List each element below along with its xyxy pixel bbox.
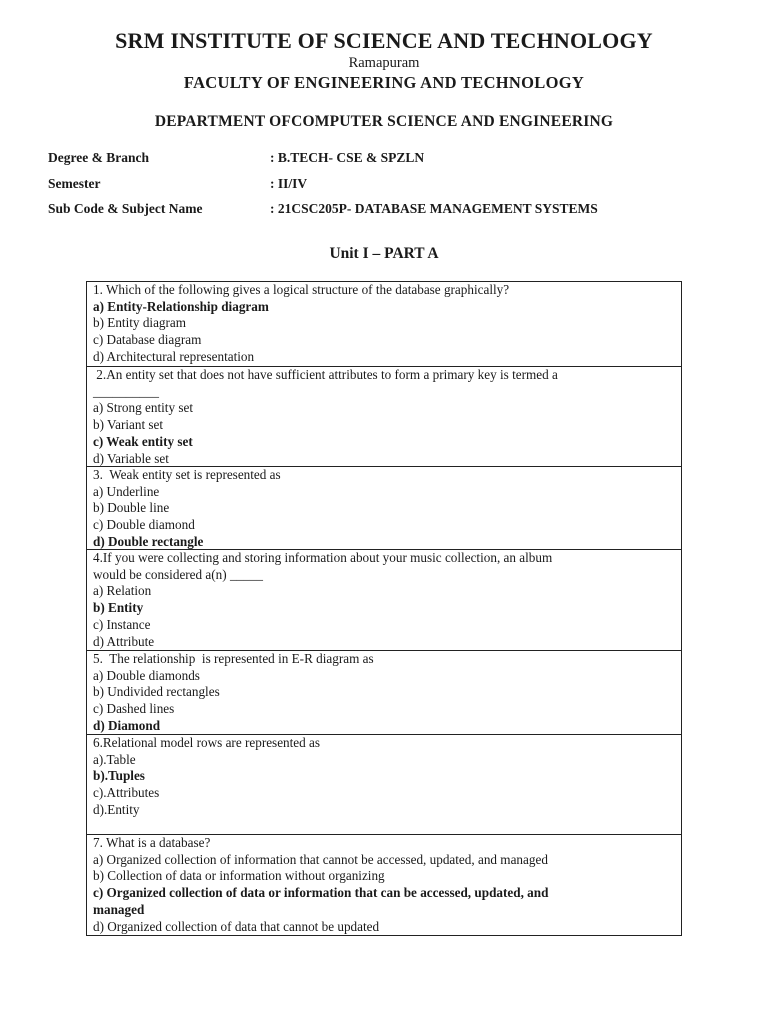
question-text: 5. The relationship is represented in E-R diagram as <box>93 651 374 666</box>
question-text: 3. Weak entity set is represented as <box>93 467 281 482</box>
question-text: 1. Which of the following gives a logical structure of the database graphically? <box>93 282 510 297</box>
question-line: d) Architectural representation <box>93 348 255 364</box>
meta-label: Sub Code & Subject Name <box>48 201 203 216</box>
meta-value: : II/IV <box>270 176 308 191</box>
question-cell <box>87 650 681 734</box>
unit-title: Unit I – PART A <box>329 245 439 262</box>
question-line: managed <box>93 901 145 917</box>
questions-table <box>86 281 682 936</box>
question-line: __________ <box>93 383 159 399</box>
faculty-title: FACULTY OF ENGINEERING AND TECHNOLOGY <box>183 73 585 92</box>
question-line: b) Collection of data or information without organizing <box>93 868 385 884</box>
question-line: d) Organized collection of data that cannot be updated <box>93 918 380 934</box>
question-line: d) Diamond <box>93 717 161 733</box>
question-line: would be considered a(n) _____ <box>93 566 263 582</box>
question-line: c) Instance <box>93 616 151 632</box>
meta-value: : 21CSC205P- DATABASE MANAGEMENT SYSTEMS <box>270 201 598 216</box>
question-line: a).Table <box>93 751 136 767</box>
question-line: b) Variant set <box>93 417 164 433</box>
question-cell <box>87 834 681 935</box>
campus-name: Ramapuram <box>348 55 420 71</box>
meta-label: Semester <box>48 176 101 191</box>
question-line: a) Organized collection of information that cannot be accessed, updated, and managed <box>93 851 548 867</box>
institute-title: SRM INSTITUTE OF SCIENCE AND TECHNOLOGY <box>115 28 653 53</box>
question-line: c) Dashed lines <box>93 701 175 717</box>
question-cell <box>87 366 681 466</box>
question-text: 4.If you were collecting and storing information about your music collection, an album <box>93 550 553 565</box>
question-text: 7. What is a database? <box>93 835 211 850</box>
question-text: 2.An entity set that does not have sufficient attributes to form a primary key is termed a <box>93 367 558 382</box>
meta-value: : B.TECH- CSE & SPZLN <box>270 150 425 165</box>
question-line: a) Double diamonds <box>93 667 200 683</box>
question-line: d) Variable set <box>93 450 169 466</box>
question-text: 6.Relational model rows are represented as <box>93 735 321 750</box>
question-line: c) Organized collection of data or information that can be accessed, updated, and <box>93 885 549 901</box>
question-line: d).Entity <box>93 801 140 817</box>
question-line: b) Double line <box>93 500 170 516</box>
question-line: d) Attribute <box>93 633 155 649</box>
meta-label: Degree & Branch <box>48 150 149 165</box>
question-line: a) Relation <box>93 583 152 599</box>
question-line: b).Tuples <box>93 768 145 784</box>
question-line: b) Entity diagram <box>93 315 187 331</box>
question-line: c) Database diagram <box>93 332 202 348</box>
question-cell <box>87 734 681 834</box>
question-line <box>93 819 676 834</box>
question-line: a) Strong entity set <box>93 400 193 416</box>
question-line: d) Double rectangle <box>93 533 204 549</box>
question-cell <box>87 466 681 549</box>
question-line: a) Underline <box>93 483 160 499</box>
question-line: b) Undivided rectangles <box>93 684 220 700</box>
question-cell <box>87 282 681 366</box>
question-line: b) Entity <box>93 600 144 616</box>
question-line: c) Double diamond <box>93 517 195 533</box>
question-line: a) Entity-Relationship diagram <box>93 298 269 314</box>
question-cell <box>87 549 681 650</box>
department-title: DEPARTMENT OFCOMPUTER SCIENCE AND ENGINEERING <box>154 113 614 130</box>
question-line: c).Attributes <box>93 785 160 801</box>
question-line: c) Weak entity set <box>93 433 193 449</box>
